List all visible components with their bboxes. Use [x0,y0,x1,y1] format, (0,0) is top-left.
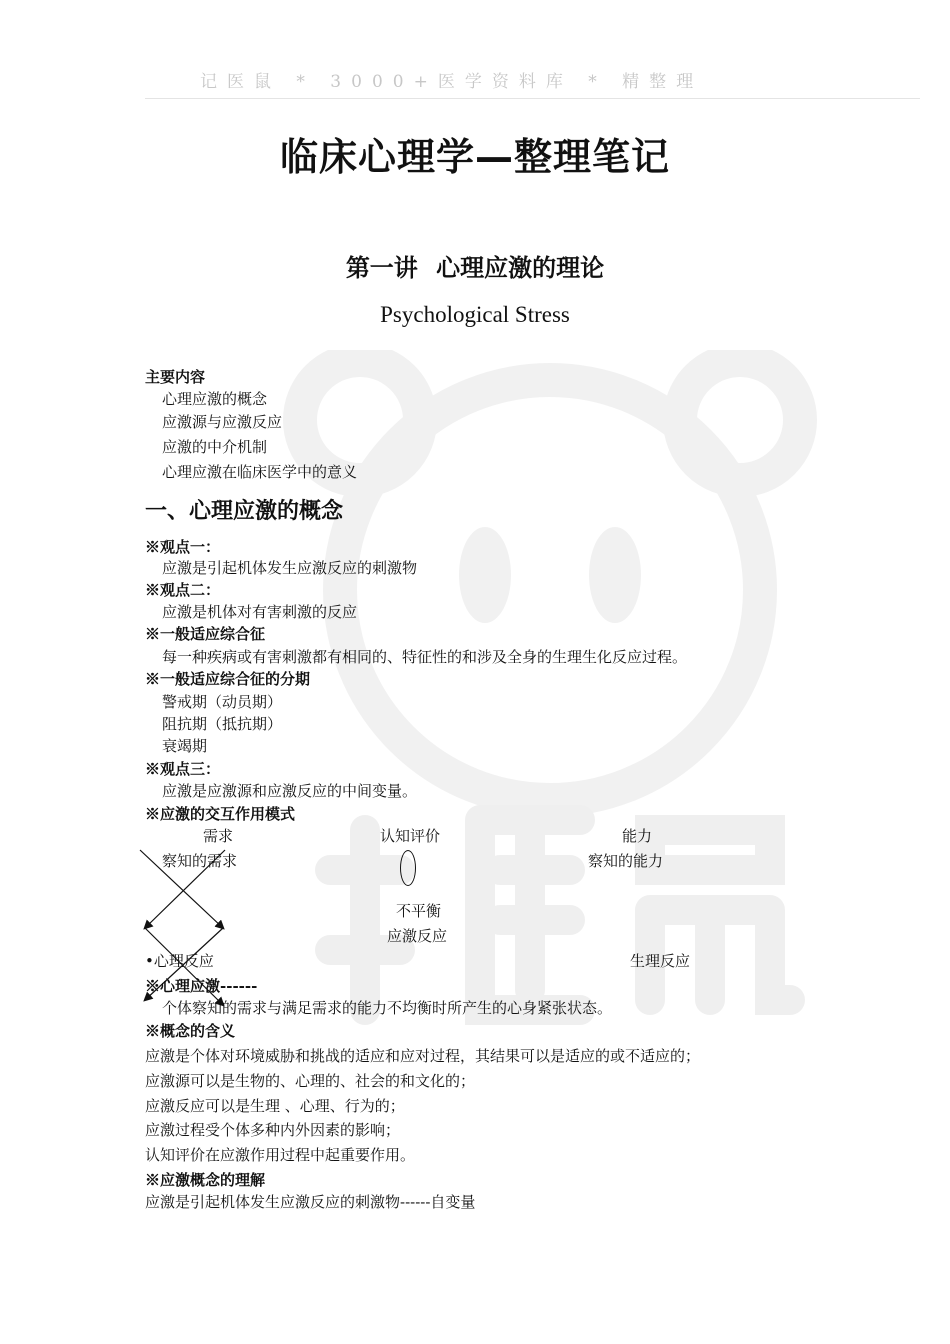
outline-item: 心理应激在临床医学中的意义 [162,463,358,481]
model-appraisal: 认知评价 [380,827,441,845]
section-heading: 一、心理应激的概念 [145,499,344,524]
meaning-item: 应激是个体对环境威胁和挑战的适应和应对过程，其结果可以是适应的或不适应的； [145,1047,701,1065]
lecture-title: 第一讲 心理应激的理论 [345,254,605,282]
page-header: 记医鼠 * 3000+医学资料库 * 精整理 [200,72,704,92]
view2-text: 应激是机体对有害刺激的反应 [162,603,358,621]
model-label: ※应激的交互作用模式 [145,805,296,823]
model-ellipse [400,850,416,886]
gas-stages-label: ※一般适应综合征的分期 [145,670,311,688]
view1-text: 应激是引起机体发生应激反应的刺激物 [162,559,418,577]
meaning-item: 应激过程受个体多种内外因素的影响； [145,1121,401,1139]
model-psych-response: •心理反应 [145,952,214,970]
outline-heading: 主要内容 [145,368,206,386]
view1-label: ※观点一： [145,538,221,556]
model-imbalance: 不平衡 [396,902,442,920]
outline-item: 应激源与应激反应 [162,413,283,431]
view3-label: ※观点三： [145,760,221,778]
view2-label: ※观点二： [145,581,221,599]
document-title: 临床心理学—整理笔记 [279,135,670,179]
gas-stage-item: 阻抗期（抵抗期） [162,715,283,733]
view3-text: 应激是应激源和应激反应的中间变量。 [162,782,418,800]
gas-text: 每一种疾病或有害刺激都有相同的、特征性的和涉及全身的生理生化反应过程。 [162,648,688,666]
model-demand: 需求 [203,827,234,845]
outline-item: 应激的中介机制 [162,438,268,456]
model-stress-response: 应激反应 [387,927,448,945]
understanding-label: ※应激概念的理解 [145,1171,266,1189]
understanding-text: 应激是引起机体发生应激反应的刺激物------自变量 [145,1193,476,1211]
outline-item: 心理应激的概念 [162,390,268,408]
watermark-logo [250,350,890,1030]
gas-label: ※一般适应综合征 [145,625,266,643]
definition-label: ※心理应激------ [145,977,258,995]
model-perceived-ability: 察知的能力 [588,852,664,870]
meaning-item: 认知评价在应激作用过程中起重要作用。 [145,1146,416,1164]
definition-text: 个体察知的需求与满足需求的能力不均衡时所产生的心身紧张状态。 [162,999,613,1017]
meaning-label: ※概念的含义 [145,1022,236,1040]
model-perceived-demand: 察知的需求 [162,852,238,870]
meaning-item: 应激反应可以是生理 、心理、行为的； [145,1097,405,1115]
meaning-item: 应激源可以是生物的、心理的、社会的和文化的； [145,1072,476,1090]
gas-stage-item: 警戒期（动员期） [162,693,283,711]
model-ability: 能力 [622,827,653,845]
gas-stage-item: 衰竭期 [162,737,208,755]
model-physio-response: 生理反应 [630,952,691,970]
header-divider [145,98,920,99]
lecture-subtitle: Psychological Stress [380,302,570,327]
